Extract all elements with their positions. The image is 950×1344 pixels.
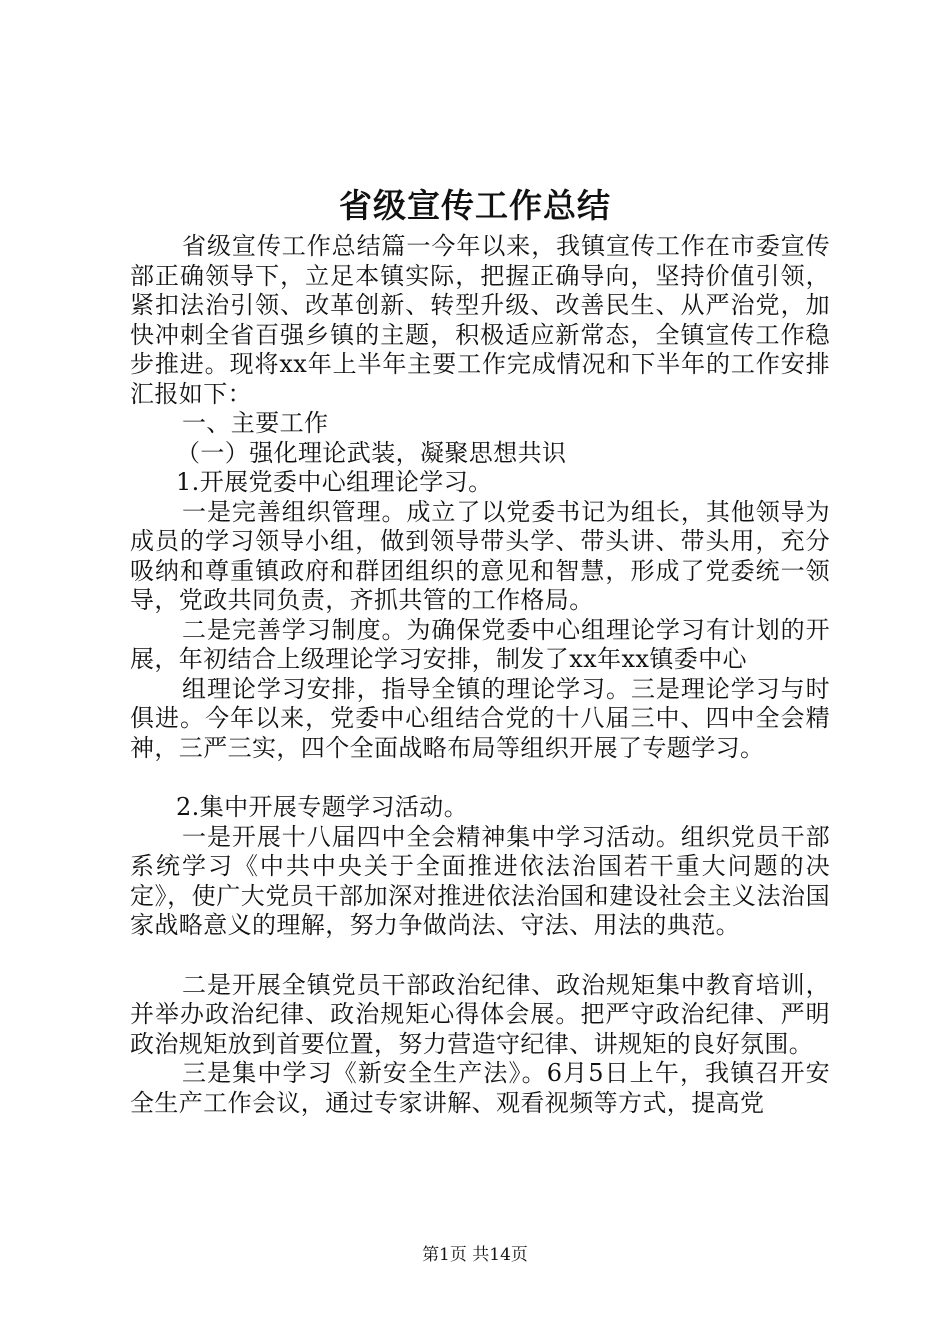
paragraph-safety-law: 三是集中学习《新安全生产法》。6月5日上午，我镇召开安全生产工作会议，通过专家讲解、观看视频等方式，提高党 [130,1059,830,1117]
heading-item-1: 1.开展党委中心组理论学习。 [176,468,493,496]
heading-item-2: 2.集中开展专题学习活动。 [176,793,469,821]
heading-main-work: 一、主要工作 [182,409,329,437]
paragraph-fourth-plenum: 一是开展十八届四中全会精神集中学习活动。组织党员干部系统学习《中共中央关于全面推进依法治国若干重大问题的决定》，使广大党员干部加深对推进依法治国和建设社会主义法治国家战略意义的理解，努力争做尚法、守法、用法的典范。 [130,822,830,939]
paragraph-study-plan: 组理论学习安排，指导全镇的理论学习。三是理论学习与时俱进。今年以来，党委中心组结合党的十八届三中、四中全会精神，三严三实，四个全面战略布局等组织开展了专题学习。 [130,674,830,762]
heading-theory: （一）强化理论武装，凝聚思想共识 [176,438,567,467]
paragraph-organization: 一是完善组织管理。成立了以党委书记为组长，其他领导为成员的学习领导小组，做到领导带头学、带头讲、带头用，充分吸纳和尊重镇政府和群团组织的意见和智慧，形成了党委统一领导，党政共同负责，齐抓共管的工作格局。 [130,497,830,614]
document-title: 省级宣传工作总结 [339,186,611,225]
paragraph-discipline: 二是开展全镇党员干部政治纪律、政治规矩集中教育培训，并举办政治纪律、政治规矩心得体会展。把严守政治纪律、严明政治规矩放到首要位置，努力营造守纪律、讲规矩的良好氛围。 [130,970,830,1058]
page-footer: 第1页 共14页 [422,1245,528,1265]
document-body [130,232,830,1118]
paragraph-study-system: 二是完善学习制度。为确保党委中心组理论学习有计划的开展，年初结合上级理论学习安排，制发了xx年xx镇委中心 [130,615,830,673]
paragraph-intro: 省级宣传工作总结篇一今年以来，我镇宣传工作在市委宣传部正确领导下，立足本镇实际，把握正确导向，坚持价值引领，紧扣法治引领、改革创新、转型升级、改善民生、从严治党，加快冲刺全省百强乡镇的主题，积极适应新常态，全镇宣传工作稳步推进。现将xx年上半年主要工作完成情况和下半年的工作安排汇报如下： [130,232,830,408]
